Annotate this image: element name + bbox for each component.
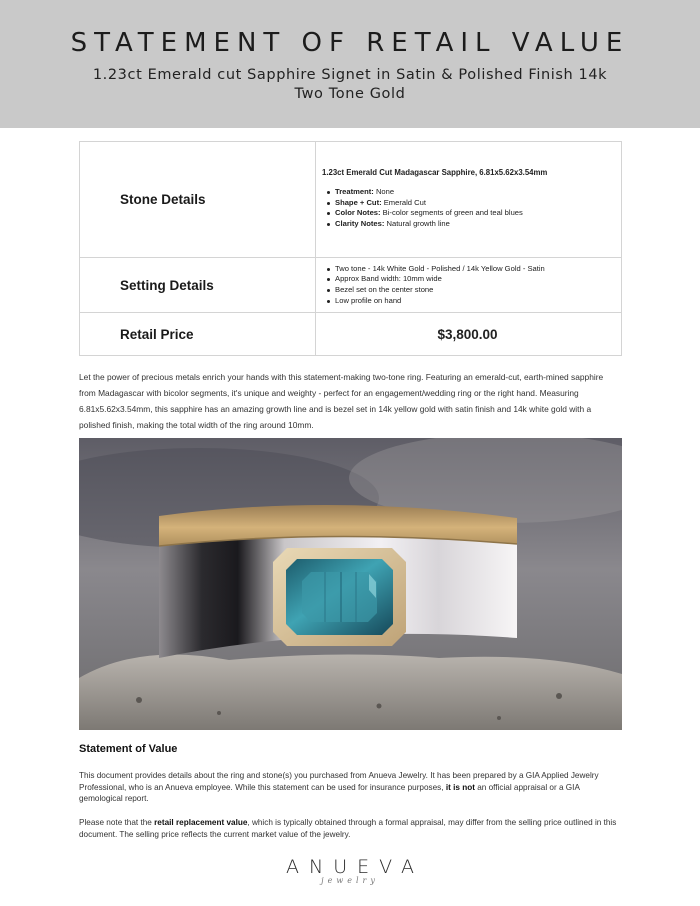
statement-of-value-title: Statement of Value: [79, 743, 178, 755]
setting-details-value: [316, 258, 621, 312]
stone-detail-item: Clarity Notes: Natural growth line: [326, 219, 613, 230]
stone-detail-item: Treatment: None: [326, 187, 613, 198]
document-title: STATEMENT OF RETAIL VALUE: [70, 28, 630, 58]
ring-photo: [79, 438, 622, 730]
setting-detail-item: Approx Band width: 10mm wide: [326, 274, 613, 285]
setting-detail-item: Low profile on hand: [326, 296, 613, 307]
setting-detail-item: Two tone - 14k White Gold - Polished / 14k Yellow Gold - Satin: [326, 264, 613, 275]
retail-price-label: Retail Price: [80, 313, 316, 355]
setting-details-row: [80, 258, 621, 313]
details-table: [79, 141, 622, 356]
stone-details-label: Stone Details: [80, 142, 316, 257]
stone-detail-item: Color Notes: Bi-color segments of green and teal blues: [326, 208, 613, 219]
stone-details-value: [316, 142, 621, 257]
ring-description: Let the power of precious metals enrich your hands with this statement-making two-tone ring. Featuring an emerald-cut, earth-mined sapphire from Madagascar with bicolor segments, it's unique and weighty - perfect for an engagement/wedding ring or the right hand. Measuring 6.81x5.62x3.54mm, this sapphire has an amazing growth line and is bezel set in 14k yellow gold with satin finish and 14k white gold with a polished finish, making the total width of the ring around 10mm.: [79, 372, 604, 430]
setting-details-list: [326, 264, 613, 306]
setting-detail-item: Bezel set on the center stone: [326, 285, 613, 296]
header-banner: [0, 0, 700, 128]
anueva-logo: [0, 856, 700, 885]
statement-paragraph-1: This document provides details about the ring and stone(s) you purchased from Anueva Jewelry. It has been prepared by a GIA Applied Jewelry Professional, who is an Anueva employee. While this statement can be used for insurance purposes, it is not an official appraisal or a GIA gemological report.: [79, 771, 599, 804]
setting-details-label: Setting Details: [80, 258, 316, 312]
stone-details-row: [80, 142, 621, 258]
statement-paragraph-2: Please note that the retail replacement value, which is typically obtained through a formal appraisal, may differ from the selling price outlined in this document. The selling price reflects the current market value of the jewelry.: [79, 818, 617, 839]
stone-detail-item: Shape + Cut: Emerald Cut: [326, 198, 613, 209]
stone-heading: 1.23ct Emerald Cut Madagascar Sapphire, 6.81x5.62x3.54mm: [322, 168, 548, 177]
document-subtitle: 1.23ct Emerald cut Sapphire Signet in Satin & Polished Finish 14k Two Tone Gold: [92, 67, 608, 102]
logo-brand: ANUEVA: [286, 856, 424, 878]
retail-price-value: $3,800.00: [437, 326, 498, 342]
stone-details-list: [326, 187, 613, 229]
retail-price-row: [80, 313, 621, 355]
ring-illustration: [79, 438, 622, 730]
logo-subtitle: jewelry: [321, 876, 379, 885]
